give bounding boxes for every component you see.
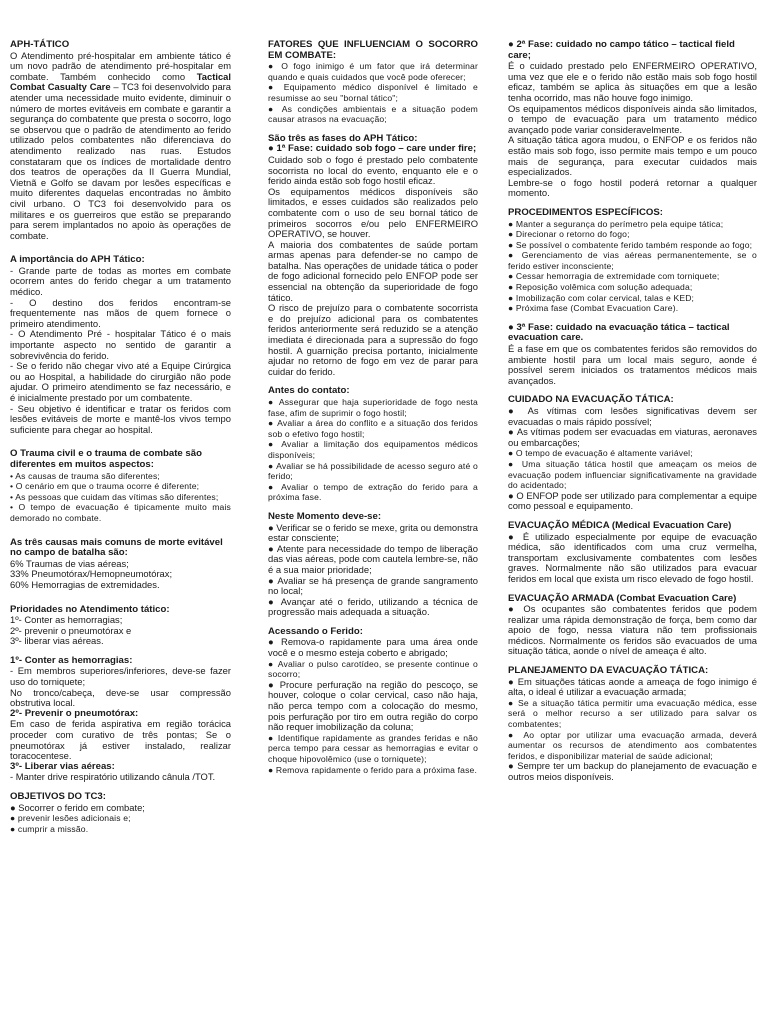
list-item: - Seu objetivo é identificar e tratar os feridos com lesões evitáveis de morte e mantê-los vivos tempo suficiente para chegar ao hospital. — [10, 402, 231, 435]
list-item: ● As condições ambientais e a situação podem causar atrasos na evacuação; — [268, 104, 478, 125]
section-causas — [10, 538, 231, 591]
list-item: 1º- Conter as hemorragias; — [10, 614, 123, 626]
section-planejamento — [508, 666, 757, 783]
list-item: 60% Hemorragias de extremidades. — [10, 578, 160, 590]
list-item: ● Avaliar o pulso carotídeo, se presente continue o socorro; — [268, 659, 478, 680]
list-procedimentos — [508, 219, 757, 314]
list-item: • As causas de trauma são diferentes; — [10, 470, 160, 481]
list-item: ● Assegurar que haja superioridade de fogo nesta fase, afim de suprimir o fogo hostil; — [268, 397, 478, 418]
heading-procedimentos: PROCEDIMENTOS ESPECÍFICOS: — [508, 206, 663, 218]
list-item: ● Socorrer o ferido em combate; — [10, 803, 231, 814]
heading-fase-3: ● 3ª Fase: cuidado na evacuação tática – tactical evacuation care. — [508, 321, 730, 344]
section-fases — [268, 134, 478, 378]
list-fatores — [268, 61, 478, 125]
list-item: - Se o ferido não chegar vivo até a Equipe Cirúrgica ou ao Hospital, a habilidade do cirurgião não pode ajudar. O primeiro atendimento se faz necessário, e é inicialmente prestado por um combatente. — [10, 360, 231, 403]
paragraph-evacuacao-armada: ● Os ocupantes são combatentes feridos que podem realizar uma rápida demonstração de força, bem como dar apoio de fogo, nessa viatura não tem profissionais médicos. Normalmente os feridos são evacuados de uma situação tática, aonde o nível de ameaça é alto. — [508, 603, 757, 657]
paragraph-fase-1: Cuidado sob o fogo é prestado pelo combatente socorrista no local do evento, enquanto ele e o ferido ainda estão sob fogo hostil eficaz. — [268, 153, 478, 187]
list-trauma — [10, 471, 231, 524]
list-causas — [10, 559, 231, 591]
list-item: ● As vítimas podem ser evacuadas em viaturas, aeronaves ou embarcações; — [508, 427, 757, 448]
column-right — [508, 40, 757, 783]
heading-fase-1: ● 1ª Fase: cuidado sob fogo – care under fire; — [268, 143, 477, 155]
list-item: ● Cessar hemorragia de extremidade com torniquete; — [508, 271, 757, 282]
list-item: ● Próxima fase (Combat Evacuation Care). — [508, 303, 757, 314]
list-item: ● Se a situação tática permitir uma evacuação médica, esse será o melhor recurso a ser utilizado para salvar os combatentes; — [508, 698, 757, 730]
paragraph-evacuacao-medica: ● É utilizado especialmente por equipe de evacuação médica, são identificados com uma cruz vermelha, transportam exclusivamente combatentes com lesões graves. Normalmente não são utilizados para evacuar feridos em local que exista um risco elevado de fogo hostil. — [508, 530, 757, 584]
list-item: ● Remova-o rapidamente para uma área onde você e o mesmo esteja coberto e abrigado; — [268, 637, 478, 658]
heading-causas: As três causas mais comuns de morte evitável no campo de batalha são: — [10, 536, 223, 559]
column-middle — [268, 40, 478, 775]
list-item: - Em membros superiores/inferiores, deve-se fazer uso do torniquete; — [10, 665, 231, 688]
list-item: ● Procure perfuração na região do pescoço, se houver, coloque o colar cervical, caso não haja, não perca tempo com a colocação do mesmo, pois perfuração por tiro em outra região do corpo não requer imobilização da coluna; — [268, 680, 478, 733]
heading-planejamento: PLANEJAMENTO DA EVACUAÇÃO TÁTICA: — [508, 665, 709, 677]
list-item: 6% Traumas de vias aéreas; — [10, 557, 129, 569]
heading-fases: São três as fases do APH Tático: — [268, 132, 418, 144]
list-item: ● Avançar até o ferido, utilizando a técnica de progressão mais adequada a situação. — [268, 597, 478, 618]
section-procedimentos — [508, 208, 757, 314]
heading-cuidado-evacuacao: CUIDADO NA EVACUAÇÃO TÁTICA: — [508, 394, 674, 406]
heading-trauma: O Trauma civil e o trauma de combate são diferentes em muitos aspectos: — [10, 448, 202, 470]
section-hemorragias — [10, 656, 231, 709]
section-antes-contato — [268, 386, 478, 503]
section-importancia — [10, 255, 231, 435]
section-evacuacao-medica — [508, 521, 757, 585]
paragraph-fase-3: É a fase em que os combatentes feridos são removidos do ambiente hostil para um local mais seguro, aonde é possível serem iniciados os tratamentos médicos mais avançados. — [508, 343, 757, 386]
heading-neste-momento: Neste Momento deve-se: — [268, 510, 382, 522]
list-item: ● Imobilização com colar cervical, talas e KED; — [508, 293, 757, 304]
list-item: 33% Pneumotórax/Hemopneumotórax; — [10, 568, 173, 580]
paragraph-fase-1: A maioria dos combatentes de saúde portam armas apenas para defender-se no campo de batalha. Nas operações de unidade tática o poder de fogo adicional fornecido pelo ENFOP pode ser essencial na obtenção da superioridade de fogo tático. — [268, 238, 478, 303]
heading-fatores: FATORES QUE INFLUENCIAM O SOCORRO EM COMBATE: — [268, 39, 478, 61]
list-item: ● Avaliar a limitação dos equipamentos médicos disponíveis; — [268, 439, 478, 460]
list-antes-contato — [268, 397, 478, 503]
list-item: ● Avaliar se há presença de grande sangramento no local; — [268, 576, 478, 597]
list-prioridades — [10, 615, 231, 647]
list-item: ● As vítimas com lesões significativas devem ser evacuadas o mais rápido possível; — [508, 406, 757, 427]
section-cuidado-evacuacao — [508, 395, 757, 512]
list-item: ● Avaliar a área do conflito e a situação dos feridos sob o efetivo fogo hostil; — [268, 418, 478, 439]
heading-antes-contato: Antes do contato: — [268, 385, 350, 397]
paragraph-fase-2: É o cuidado prestado pelo ENFERMEIRO OPERATIVO, uma vez que ele e o ferido não estão mais sob fogo hostil eficaz, também se aplica às situações em que a lesão tenha ocorrido, mas não houve fogo inimigo. — [508, 60, 757, 103]
section-acessando — [268, 627, 478, 775]
list-item: ● Avaliar se há possibilidade de acesso seguro até o ferido; — [268, 461, 478, 482]
list-item: ● Direcionar o retorno do fogo; — [508, 229, 757, 240]
list-item: ● Verificar se o ferido se mexe, grita ou demonstra estar consciente; — [268, 523, 478, 544]
list-item: • As pessoas que cuidam das vítimas são diferentes; — [10, 491, 219, 502]
list-item: ● Sempre ter um backup do planejamento de evacuação e outros meios disponíveis. — [508, 761, 757, 782]
list-objetivos — [10, 803, 231, 835]
paragraph-fase-1: Os equipamentos médicos disponíveis são limitados, e esses cuidados são realizados pelo combatente com o uso de seu bornal tático de primeiros socorros e/ou pelo ENFERMEIRO OPERATIVO, se houver. — [268, 185, 478, 240]
list-item: No tronco/cabeça, deve-se usar compressão obstrutiva local. — [10, 686, 231, 709]
list-neste-momento — [268, 523, 478, 618]
list-item: ● Ao optar por utilizar uma evacuação armada, deverá aumentar os recursos de atendimento aos combatentes feridos, e disponibilizar material de saúde adicional; — [508, 730, 757, 762]
heading-hemorragias: 1º- Conter as hemorragias: — [10, 654, 133, 666]
heading-aph-tatico: APH-TÁTICO — [10, 39, 70, 50]
paragraph-fase-2: A situação tática agora mudou, o ENFOP e os feridos não estão mais sob fogo, isso permite mais tempo e um pouco mais de segurança, para executar cuidados mais especializados. — [508, 134, 757, 178]
section-neste-momento — [268, 512, 478, 618]
list-item: ● Reposição volêmica com solução adequada; — [508, 282, 757, 293]
list-hemorragias — [10, 666, 231, 708]
paragraph-fase-2: Lembre-se o fogo hostil poderá retornar a qualquer momento. — [508, 176, 757, 199]
paragraph-vias-aereas: - Manter drive respiratório utilizando cânula /TOT. — [10, 771, 216, 783]
list-item: ● Uma situação tática hostil que ameaçam os meios de evacuação podem influenciar significativamente na gravidade do acidentado; — [508, 459, 757, 491]
paragraph-aph-tatico: O Atendimento pré-hospitalar em ambiente tático é um novo padrão de atendimento pré-hospitalar em combate. Também conhecido como Tactical Combat Casualty Care – TC3 foi desenvolvido para atender uma necessidade muito evidente, diminuir o número de mortes evitáveis em combate e garantir a segurança do combatente que presta o socorro, logo se observou que o padrão de atendimento ao ferido utilizado pelos combatentes não diferenciava do atendimento realizado nas ruas. Estudos constataram que os índices de mortalidade dentro dos teatros de operações da II Guerra Mundial, Vietnã e Golfo se davam por lesões específicas e muito diferentes daquelas encontradas no âmbito civil urbano. O TC3 foi desenvolvido para os militares e os guerreiros que estão se preparando para serem implantados no apoio às operações de combate. — [10, 49, 231, 241]
list-item: ● Avaliar o tempo de extração do ferido para a próxima fase. — [268, 482, 478, 503]
section-fase-2 — [508, 40, 757, 199]
heading-acessando: Acessando o Ferido: — [268, 625, 363, 637]
list-item: ● Remova rapidamente o ferido para a próxima fase. — [268, 765, 478, 776]
list-item: 3º- liberar vias aéreas. — [10, 635, 104, 647]
list-item: ● O ENFOP pode ser utilizado para complementar a equipe como pessoal e equipamento. — [508, 491, 757, 512]
list-cuidado-evacuacao — [508, 406, 757, 512]
section-pneumotorax — [10, 709, 231, 762]
paragraph-pneumotorax: Em caso de ferida aspirativa em região torácica proceder com curativo de três pontas; Se o pneumotórax já estiver instalado, realizar toracocentese. — [10, 718, 231, 762]
list-item: - Grande parte de todas as mortes em combate ocorrem antes do ferido chegar a um tratamento médico. — [10, 264, 231, 298]
section-evacuacao-armada — [508, 594, 757, 658]
section-vias-aereas — [10, 762, 231, 783]
section-fase-3 — [508, 323, 757, 387]
list-importancia — [10, 266, 231, 436]
list-item: ● Gerenciamento de vias aéreas permanentemente, se o ferido estiver inconsciente; — [508, 250, 757, 271]
list-item: ● Manter a segurança do perímetro pela equipe tática; — [508, 219, 757, 230]
heading-evacuacao-armada: EVACUAÇÃO ARMADA (Combat Evacuation Care) — [508, 592, 737, 604]
heading-vias-aereas: 3º- Liberar vias aéreas: — [10, 760, 115, 772]
paragraph-fase-2: Os equipamentos médicos disponíveis ainda são limitados, o tempo de evacuação para um tratamento médico avançado pode variar consideravelmente. — [508, 102, 757, 135]
heading-importancia: A importância do APH Tático: — [10, 254, 145, 266]
list-item: ● O fogo inimigo é um fator que irá determinar quando e quais cuidados que você pode oferecer; — [268, 61, 478, 82]
paragraph-fase-1: O risco de prejuízo para o combatente socorrista e do prejuízo adicional para os combatentes feridos anteriormente será reduzido se a atenção imediata é direcionada para a supressão do fogo hostil. A guarnição precisa portanto, inicialmente ajudar no retorno de fogo em vez de parar para cuidar do ferido. — [268, 302, 478, 377]
list-item: ● Em situações táticas aonde a ameaça de fogo inimigo é alta, o ideal é utilizar a evacuação armada; — [508, 677, 757, 698]
heading-pneumotorax: 2º- Prevenir o pneumotórax: — [10, 707, 139, 719]
heading-fase-2: ● 2ª Fase: cuidado no campo tático – tactical field care; — [508, 39, 735, 61]
list-item: • O cenário em que o trauma ocorre é diferente; — [10, 481, 200, 492]
list-item: - O destino dos feridos encontram-se frequentemente nas mãos de quem fornece o primeiro atendimento. — [10, 296, 231, 329]
heading-objetivos: OBJETIVOS DO TC3: — [10, 791, 106, 802]
heading-evacuacao-medica: EVACUAÇÃO MÉDICA (Medical Evacuation Care) — [508, 519, 732, 531]
section-fatores — [268, 40, 478, 125]
section-trauma — [10, 449, 231, 523]
list-item: ● prevenir lesões adicionais e; — [10, 813, 231, 824]
heading-prioridades: Prioridades no Atendimento tático: — [10, 603, 170, 615]
list-item: 2º- prevenir o pneumotórax e — [10, 624, 132, 636]
list-planejamento — [508, 677, 757, 783]
list-item: • O tempo de evacuação é tipicamente muito mais demorado no combate. — [10, 502, 231, 523]
list-item: ● cumprir a missão. — [10, 824, 231, 835]
section-prioridades — [10, 605, 231, 647]
list-item: ● Equipamento médico disponível é limitado e resumisse ao seu "bornal tático"; — [268, 82, 478, 103]
column-left — [10, 40, 231, 834]
list-item: - O Atendimento Pré - hospitalar Tático é o mais importante aspecto no sentido de garantir a sobrevivência do ferido. — [10, 328, 231, 361]
list-acessando — [268, 637, 478, 775]
section-aph-tatico — [10, 40, 231, 241]
list-item: ● O tempo de evacuação é altamente variável; — [508, 448, 757, 459]
section-objetivos — [10, 792, 231, 834]
list-item: ● Identifique rapidamente as grandes feridas e não perca tempo para cessar as hemorragias e evitar o choque hipovolêmico (use o torniquete); — [268, 733, 478, 765]
list-item: ● Se possível o combatente ferido também responde ao fogo; — [508, 240, 757, 251]
list-item: ● Atente para necessidade do tempo de liberação das vias aéreas, pode com cautela lembre-se, não é a sua maior prioridade; — [268, 544, 478, 576]
